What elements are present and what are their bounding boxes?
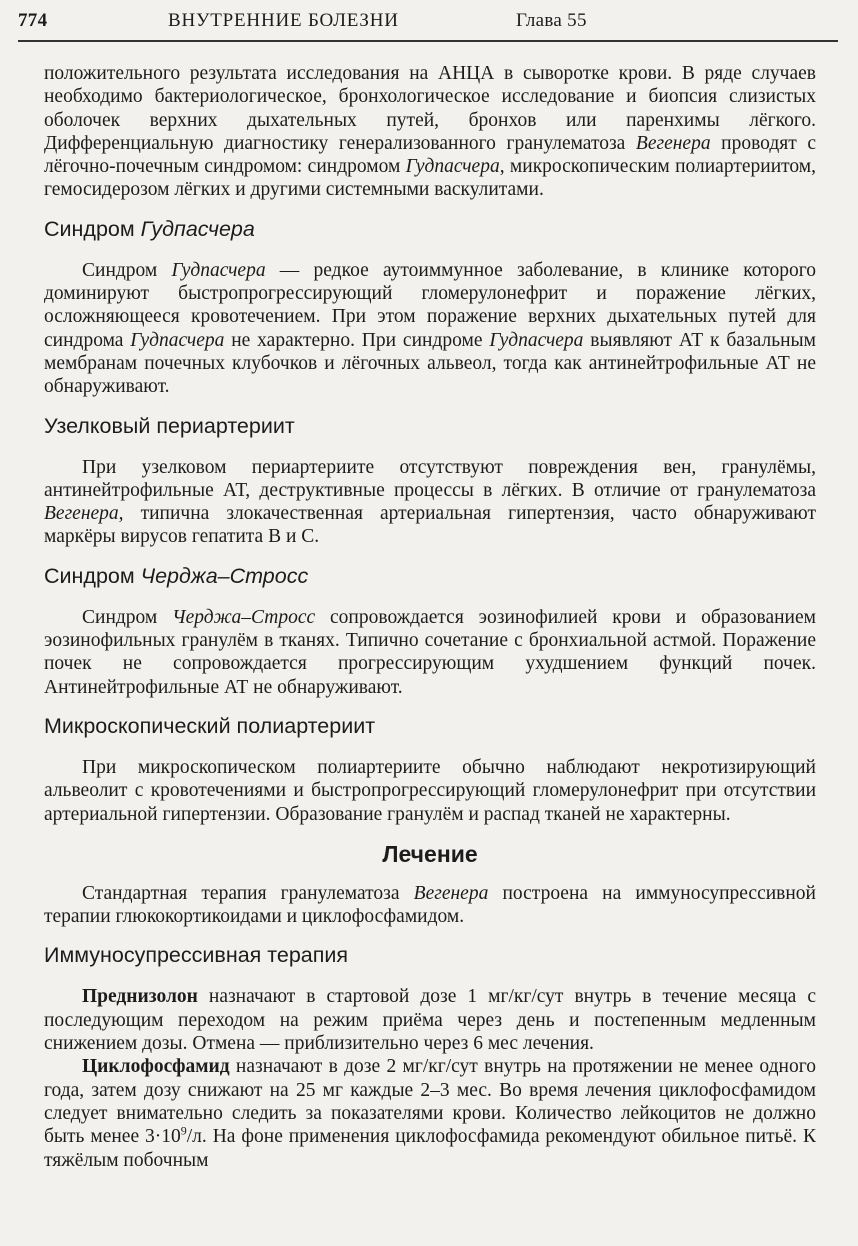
page-number: 774 xyxy=(18,10,48,31)
chapter-label: Глава 55 xyxy=(516,10,587,31)
treatment-paragraph: Стандартная терапия гранулематоза Вегенера построена на иммуносупрессивной терапии глюкокортикоидами и циклофосфамидом. xyxy=(44,882,816,928)
intro-paragraph: положительного результата исследования на АНЦА в сыворотке крови. В ряде случаев необходимо бактериологическое, бронхологическое исследование и биопсия слизистых оболочек верхних дыхательных путей, бронхов или паренхимы лёгкого. Дифференциальную диагностику генерализованного гранулематоза Вегенера проводят с лёгочно-почечным синдромом: синдромом Гудпасчера, микроскопическим полиартериитом, гемосидерозом лёгких и другими системными васкулитами. xyxy=(44,63,817,201)
running-title: ВНУТРЕННИЕ БОЛЕЗНИ xyxy=(168,10,399,31)
prednisolone-paragraph: Преднизолон назначают в стартовой дозе 1 мг/кг/сут внутрь в течение месяца с последующим переходом на режим приёма через день и постепенным медленным снижением дозы. Отмена — приблизительно через 6 мес лечения. xyxy=(44,986,816,1055)
header-rule xyxy=(18,40,838,42)
section-heading-microscopic: Микроскопический полиартериит xyxy=(44,713,376,738)
goodpasture-paragraph: Синдром Гудпасчера — редкое аутоиммунное заболевание, в клинике которого доминируют быстропрогрессирующий гломерулонефрит и поражение лёгких, осложняющееся кровотечением. При этом поражение верхних дыхательных путей для синдрома Гудпасчера не характерно. При синдроме Гудпасчера выявляют АТ к базальным мембранам почечных клубочков и лёгочных альвеол, тогда как антинейтрофильные АТ не обнаруживают. xyxy=(44,259,816,398)
page-header xyxy=(18,10,838,40)
page-body xyxy=(44,62,816,1172)
section-heading-immunosuppressive: Иммуносупрессивная терапия xyxy=(44,943,349,968)
nodosa-paragraph: При узелковом периартериите отсутствуют повреждения вен, гранулёмы, антинейтрофильные АТ, деструктивные процессы в лёгких. В отличие от гранулематоза Вегенера, типична злокачественная артериальная гипертензия, часто обнаруживают маркёры вирусов гепатита В и С. xyxy=(44,456,816,548)
section-heading-churg-strauss: Синдром Черджа–Стросс xyxy=(44,563,309,588)
microscopic-paragraph: При микроскопическом полиартериите обычно наблюдают некротизирующий альвеолит с кровотечениями и быстропрогрессирующий гломерулонефрит при отсутствии артериальной гипертензии. Образование гранулём и распад тканей не характерны. xyxy=(44,756,816,825)
section-heading-treatment: Лечение xyxy=(382,840,478,867)
cyclophosphamide-paragraph: Циклофосфамид назначают в дозе 2 мг/кг/сут внутрь на протяжении не менее одного года, затем дозу снижают на 25 мг каждые 2–3 мес. Во время лечения циклофосфамидом следует внимательно следить за показателями крови. Количество лейкоцитов не должно быть менее $3\cdot 10^9/л$. На фоне применения циклофосфамида рекомендуют обильное питьё. К тяжёлым побочным xyxy=(44,1056,816,1171)
section-heading-goodpasture: Синдром Гудпасчера xyxy=(44,216,255,241)
section-heading-nodosa: Узелковый периартериит xyxy=(44,413,295,438)
churg-strauss-paragraph: Синдром Черджа–Стросс сопровождается эозинофилией крови и образованием эозинофильных гранулём в тканях. Типично сочетание с бронхиальной астмой. Поражение почек не сопровождается прогрессирующим ухудшением функций почек. Антинейтрофильные АТ не обнаруживают. xyxy=(44,606,816,698)
